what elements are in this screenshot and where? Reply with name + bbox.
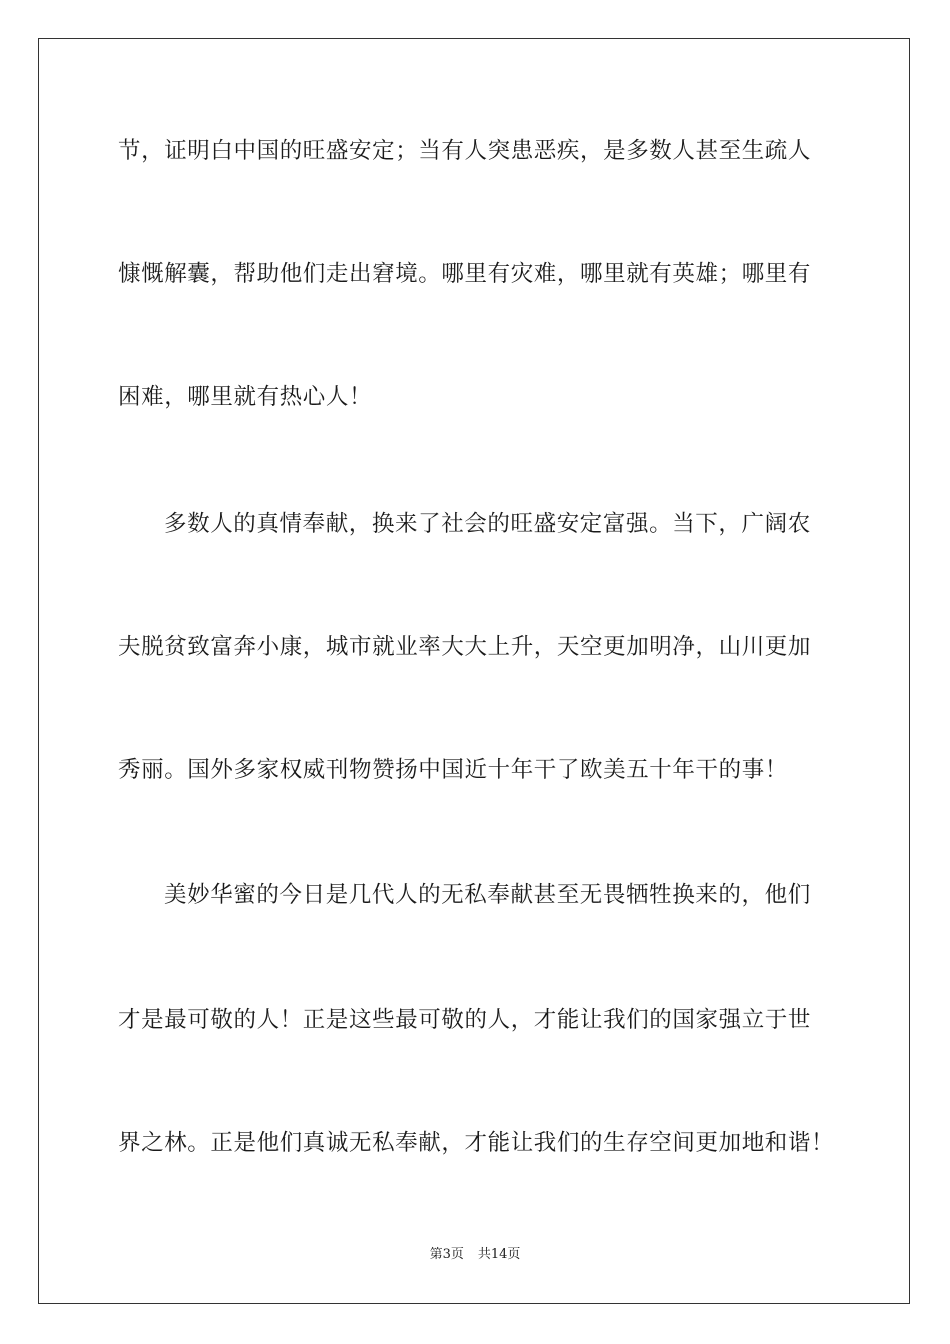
text-line: 慷慨解囊，帮助他们走出窘境。哪里有灾难，哪里就有英雄；哪里有 <box>118 261 812 287</box>
page-border <box>38 38 910 1304</box>
text-line: 才是最可敬的人！正是这些最可敬的人，才能让我们的国家强立于世 <box>118 1007 812 1033</box>
text-line: 夫脱贫致富奔小康，城市就业率大大上升，天空更加明净，山川更加 <box>118 634 812 660</box>
paragraph-start-line: 美妙华蜜的今日是几代人的无私奉献甚至无畏牺牲换来的，他们 <box>164 882 811 908</box>
page-footer <box>0 1246 950 1264</box>
page-number: 第3页 <box>429 1247 464 1262</box>
text-line: 节，证明白中国的旺盛安定；当有人突患恶疾，是多数人甚至生疏人 <box>118 138 812 164</box>
text-line: 困难，哪里就有热心人！ <box>118 384 373 410</box>
paragraph-start-line: 多数人的真情奉献，换来了社会的旺盛安定富强。当下，广阔农 <box>164 511 811 537</box>
text-line: 界之林。正是他们真诚无私奉献，才能让我们的生存空间更加地和谐！ <box>118 1130 835 1156</box>
text-line: 秀丽。国外多家权威刊物赞扬中国近十年干了欧美五十年干的事！ <box>118 757 788 783</box>
total-pages: 共14页 <box>477 1247 521 1262</box>
